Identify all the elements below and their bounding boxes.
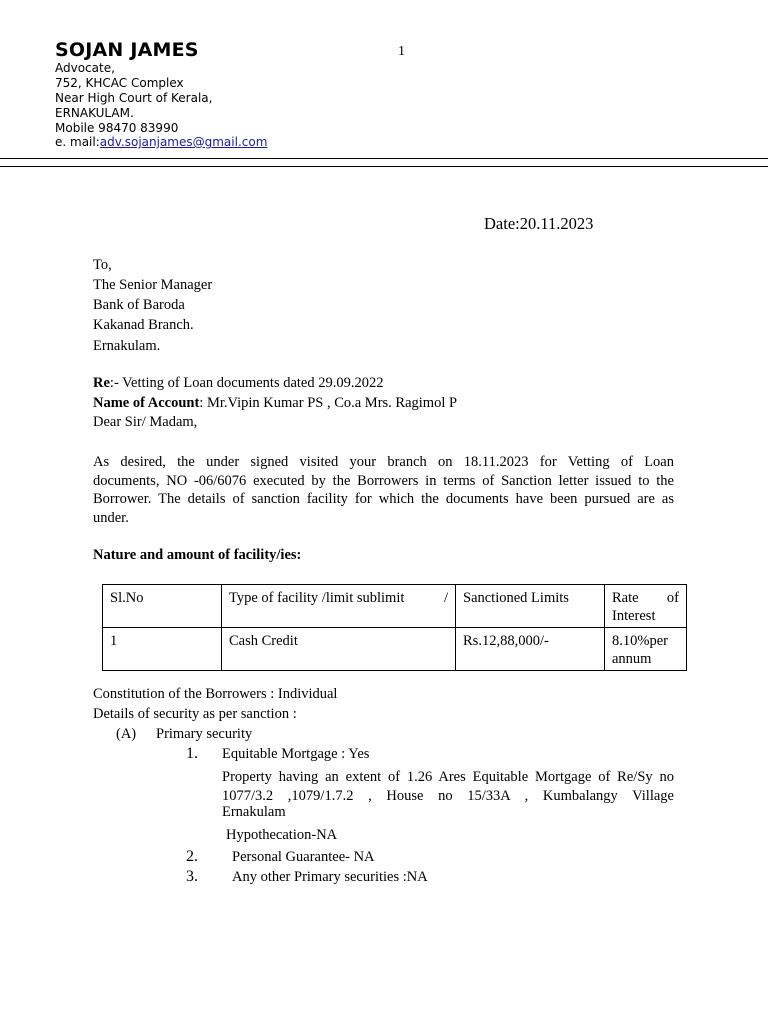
item-title: Any other Primary securities :NA	[232, 869, 428, 885]
body-line: Borrower. The details of sanction facility for which the documents have been pursued are as	[93, 491, 674, 507]
header-type-slash: /	[443, 590, 448, 606]
header-slno: Sl.No	[103, 585, 222, 628]
body-paragraph	[93, 453, 674, 527]
address-line-1: 752, KHCAC Complex	[55, 76, 184, 90]
item-number: 2.	[186, 848, 198, 865]
mobile-number: Mobile 98470 83990	[55, 121, 179, 135]
mortgage-description	[222, 768, 674, 822]
constitution-line: Constitution of the Borrowers : Individual	[93, 686, 338, 702]
cell-rate	[605, 628, 687, 671]
header-rule-bottom	[0, 166, 768, 167]
header-type-text: Type of facility /limit sublimit	[229, 590, 405, 606]
cell-type: Cash Credit	[222, 628, 456, 671]
email-link[interactable]: adv.sojanjames@gmail.com	[99, 135, 268, 149]
page-number: 1	[398, 44, 405, 59]
desc-line: Property having an extent of 1.26 Ares Equitable Mortgage of Re/Sy no	[222, 769, 674, 785]
greeting: Dear Sir/ Madam,	[93, 414, 198, 430]
primary-marker: (A)	[116, 726, 137, 742]
subject-line	[93, 375, 384, 392]
cell-rate-line2: annum	[612, 651, 652, 667]
re-text: :- Vetting of Loan documents dated 29.09.2022	[109, 375, 384, 391]
header-limits: Sanctioned Limits	[456, 585, 605, 628]
recipient-bank: Bank of Baroda	[93, 297, 185, 313]
recipient-title: The Senior Manager	[93, 277, 213, 293]
desc-line: Ernakulam	[222, 804, 286, 820]
header-rate-b: of	[666, 590, 679, 606]
item-title: Equitable Mortgage : Yes	[222, 746, 370, 762]
table-header-row	[103, 585, 687, 628]
account-line	[93, 395, 457, 412]
facility-table	[102, 584, 687, 671]
cell-rate-line1: 8.10%per	[612, 633, 668, 649]
address-city: ERNAKULAM.	[55, 106, 134, 120]
facility-heading: Nature and amount of facility/ies:	[93, 547, 302, 563]
item-number: 1.	[186, 745, 198, 762]
body-line: As desired, the under signed visited your branch on 18.11.2023 for Vetting of Loan	[93, 454, 674, 470]
header-rate-a: Rate	[612, 590, 639, 606]
header-rule-top	[0, 158, 768, 159]
cell-limit: Rs.12,88,000/-	[456, 628, 605, 671]
re-label: Re	[93, 375, 110, 391]
hypothecation-line: Hypothecation-NA	[226, 827, 338, 843]
account-label: Name of Account	[93, 395, 200, 411]
recipient-city: Ernakulam.	[93, 338, 161, 354]
address-line-2: Near High Court of Kerala,	[55, 91, 213, 105]
header-type	[222, 585, 456, 628]
security-intro: Details of security as per sanction :	[93, 706, 297, 722]
cell-slno: 1	[103, 628, 222, 671]
header-rate	[605, 585, 687, 628]
primary-label: Primary security	[156, 726, 253, 742]
account-text: : Mr.Vipin Kumar PS , Co.a Mrs. Ragimol P	[199, 395, 458, 411]
table-row	[103, 628, 687, 671]
desc-line: 1077/3.2 ,1079/1.7.2 , House no 15/33A , Kumbalangy Village	[222, 787, 674, 804]
header-rate-c: Interest	[612, 608, 656, 624]
recipient-to: To,	[93, 257, 112, 273]
item-title: Personal Guarantee- NA	[232, 849, 375, 865]
item-number: 3.	[186, 868, 198, 885]
body-line: under.	[93, 509, 129, 526]
recipient-branch: Kakanad Branch.	[93, 317, 194, 333]
letter-date: Date:20.11.2023	[484, 214, 594, 233]
email-line	[55, 135, 267, 150]
designation: Advocate,	[55, 61, 115, 75]
email-label: e. mail:	[55, 135, 100, 149]
body-line: documents, NO -06/6076 executed by the Borrowers in terms of Sanction letter issued to the	[93, 472, 674, 489]
advocate-name: SOJAN JAMES	[55, 39, 199, 61]
